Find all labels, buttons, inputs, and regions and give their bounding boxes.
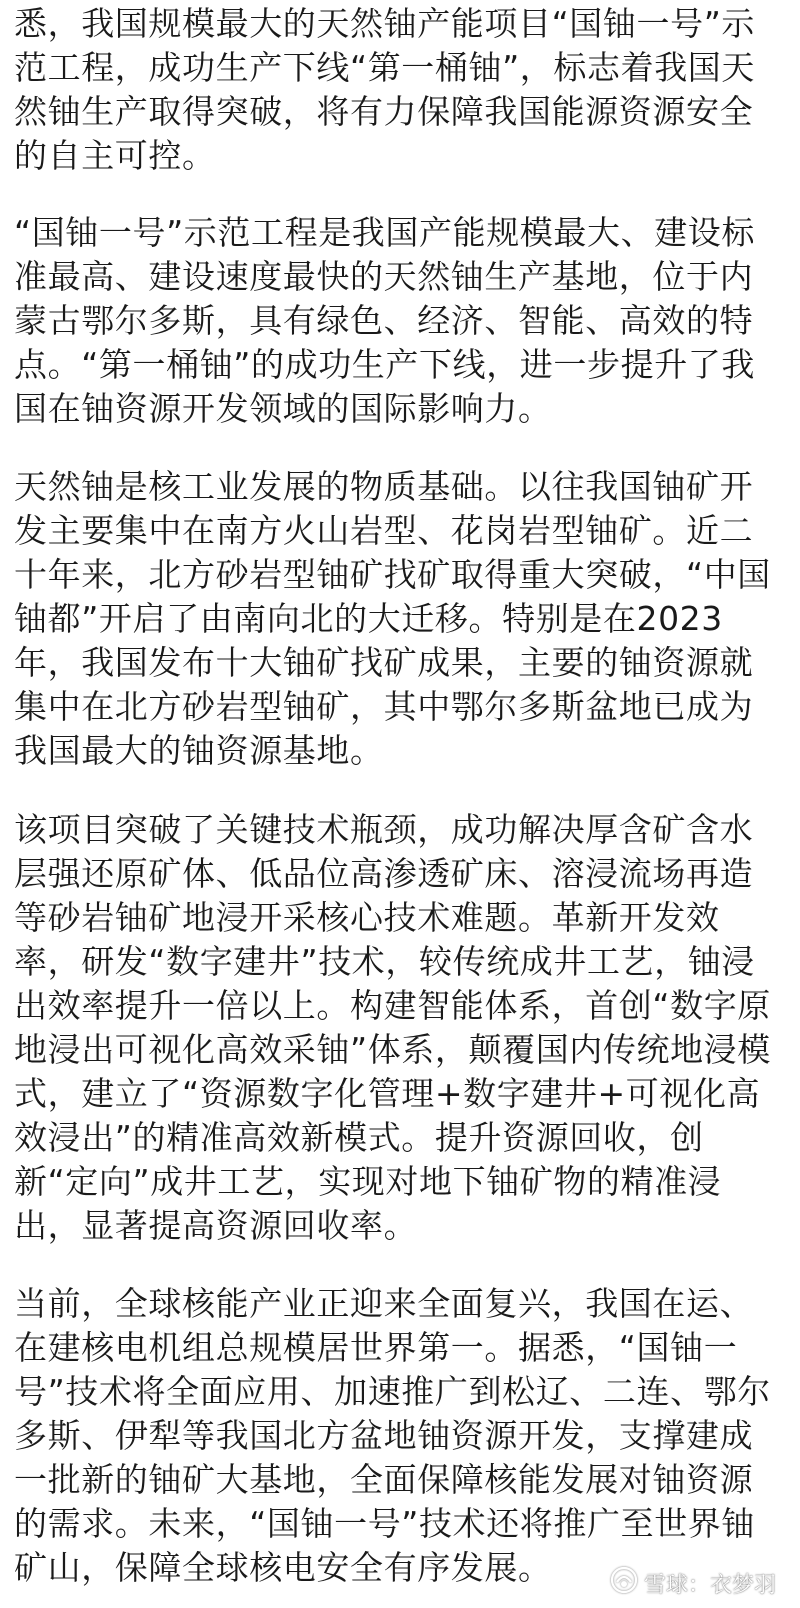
snowball-logo-icon — [610, 1566, 638, 1600]
watermark — [610, 1566, 776, 1600]
paragraph-project-overview: “国铀一号”示范工程是我国产能规模最大、建设标准最高、建设速度最快的天然铀生产基地，位于内蒙古鄂尔多斯，具有绿色、经济、智能、高效的特点。“第一桶铀”的成功生产下线，进一步提升了我国在铀资源开发领域的国际影响力。 — [14, 213, 755, 428]
paragraph-intro: 悉，我国规模最大的天然铀产能项目“国铀一号”示范工程，成功生产下线“第一桶铀”，标志着我国天然铀生产取得突破，将有力保障我国能源资源安全的自主可控。 — [14, 4, 755, 175]
paragraph-uranium-background: 天然铀是核工业发展的物质基础。以往我国铀矿开发主要集中在南方火山岩型、花岗岩型铀矿。近二十年来，北方砂岩型铀矿找矿取得重大突破，“中国铀都”开启了由南向北的大迁移。特别是在2023年，我国发布十大铀矿找矿成果，主要的铀资源就集中在北方砂岩型铀矿，其中鄂尔多斯盆地已成为我国最大的铀资源基地。 — [14, 467, 771, 770]
watermark-text: 雪球：衣梦羽 — [643, 1572, 776, 1598]
paragraph-technology: 该项目突破了关键技术瓶颈，成功解决厚含矿含水层强还原矿体、低品位高渗透矿床、溶浸流场再造等砂岩铀矿地浸开采核心技术难题。革新开发效率，研发“数字建井”技术，较传统成井工艺，铀浸出效率提升一倍以上。构建智能体系，首创“数字原地浸出可视化高效采铀”体系，颠覆国内传统地浸模式，建立了“资源数字化管理+数字建井+可视化高效浸出”的精准高效新模式。提升资源回收，创新“定向”成井工艺，实现对地下铀矿物的精准浸出，显著提高资源回收率。 — [14, 810, 771, 1245]
paragraph-outlook: 当前，全球核能产业正迎来全面复兴，我国在运、在建核电机组总规模居世界第一。据悉，“国铀一号”技术将全面应用、加速推广到松辽、二连、鄂尔多斯、伊犁等我国北方盆地铀资源开发，支撑建成一批新的铀矿大基地，全面保障核能发展对铀资源的需求。未来，“国铀一号”技术还将推广至世界铀矿山，保障全球核电安全有序发展。 — [14, 1284, 771, 1587]
